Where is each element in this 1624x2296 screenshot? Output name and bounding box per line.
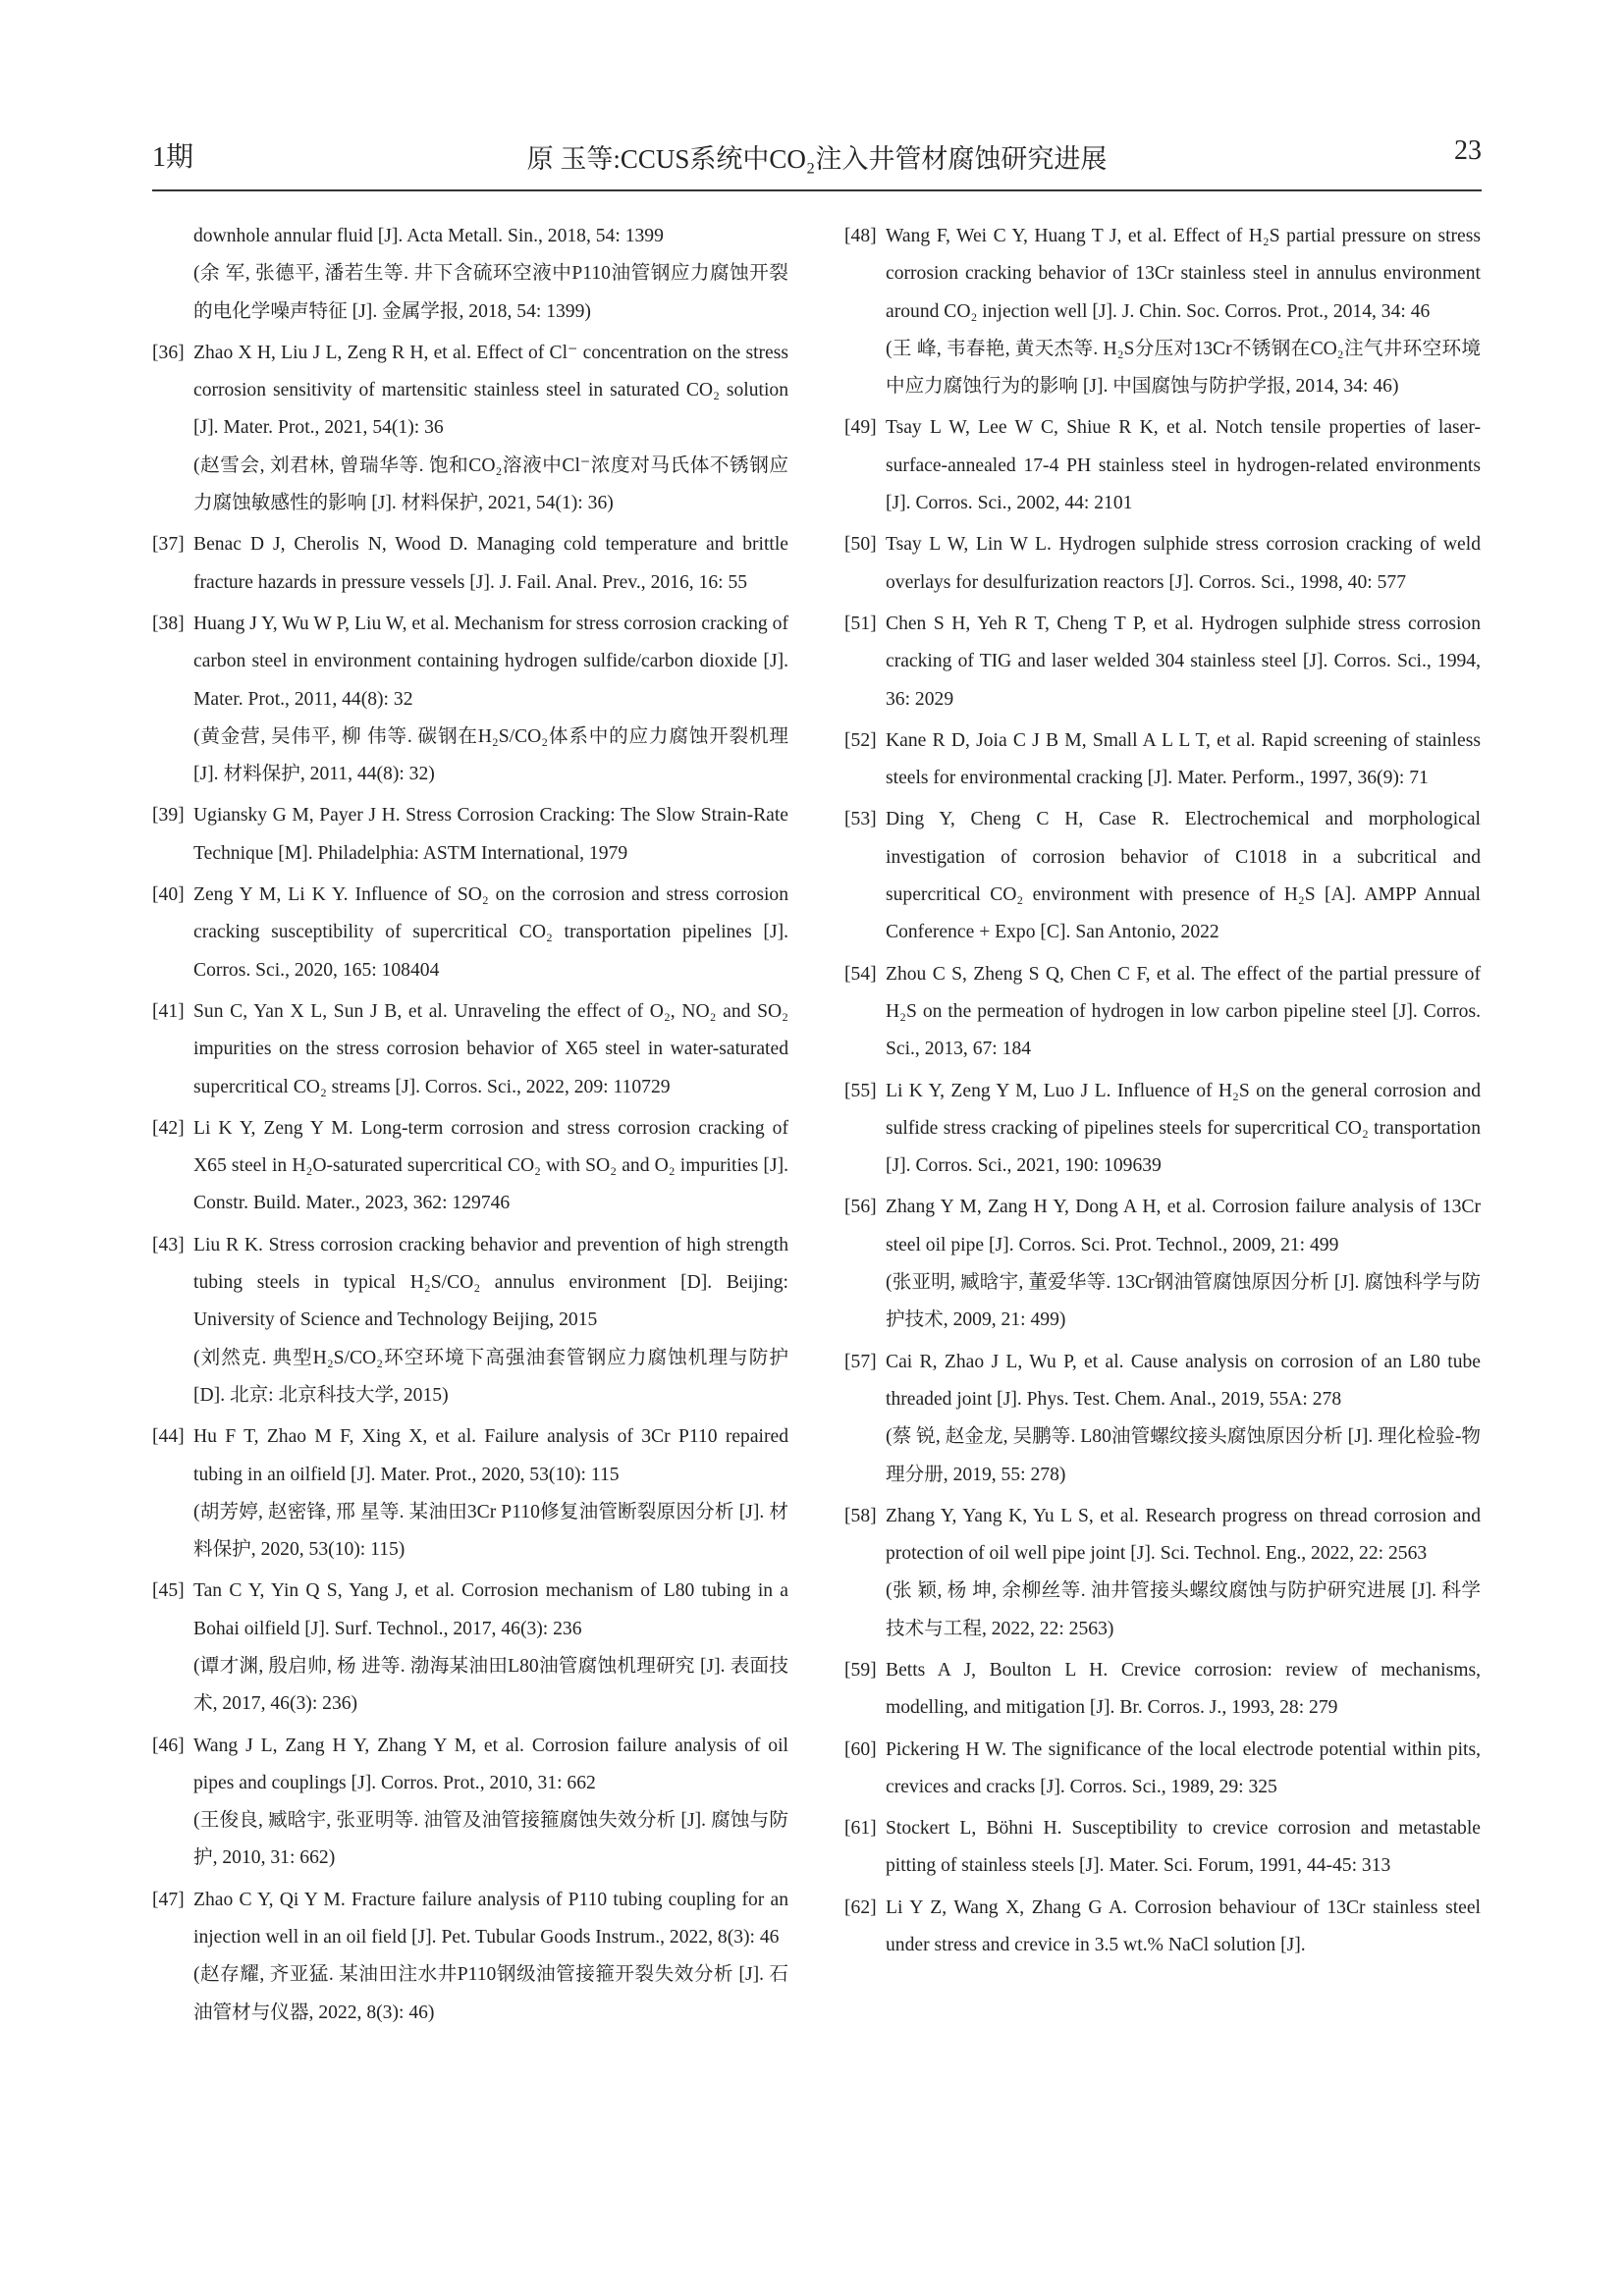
reference-entry [844,1732,1481,1807]
page-number: 23 [1454,135,1482,166]
reference-number: [42] [152,1117,185,1139]
reference-text: Li K Y, Zeng Y M, Luo J L. Influence of H₂S on the general corrosion and sulfide stress cracking of pipelines steels for supercritical CO₂ transportation [J]. Corros. Sci., 2021, 190: 109639 [886,1080,1481,1177]
reference-text: Zhao X H, Liu J L, Zeng R H, et al. Effect of Cl⁻ concentration on the stress corrosion sensitivity of martensitic stainless steel in saturated CO₂ solution [J]. Mater. Prot., 2021, 54(1): 36 [193,342,788,439]
reference-number: [57] [844,1351,877,1372]
reference-number: [58] [844,1505,877,1526]
reference-entry [844,1890,1481,1965]
reference-number: [44] [152,1426,185,1448]
reference-text: Liu R K. Stress corrosion cracking behavior and prevention of high strength tubing steels in typical H₂S/CO₂ annulus environment [D]. Beijing: University of Science and Technology Beijing, 2015 [193,1234,788,1331]
reference-text: Chen S H, Yeh R T, Cheng T P, et al. Hydrogen sulphide stress corrosion cracking of TIG and laser welded 304 stainless steel [J]. Corros. Sci., 1994, 36: 2029 [886,613,1481,710]
reference-text: Ugiansky G M, Payer J H. Stress Corrosion Cracking: The Slow Strain-Rate Technique [M]. Philadelphia: ASTM International, 1979 [193,805,788,864]
reference-entry [844,956,1481,1069]
reference-entry [152,218,788,331]
reference-number: [41] [152,1000,185,1022]
reference-number: [62] [844,1896,877,1918]
reference-number: [53] [844,809,877,830]
reference-text: Zhang Y M, Zang H Y, Dong A H, et al. Corrosion failure analysis of 13Cr steel oil pipe [J]. Corros. Sci. Prot. Technol., 2009, 21: 499 [886,1197,1481,1255]
reference-entry [844,409,1481,522]
reference-chinese-text: (赵存耀, 齐亚猛. 某油田注水井P110钢级油管接箍开裂失效分析 [J]. 石油管材与仪器, 2022, 8(3): 46) [193,1964,788,2023]
reference-text: Zhang Y, Yang K, Yu L S, et al. Research progress on thread corrosion and protection of oil well pipe joint [J]. Sci. Technol. Eng., 2022, 22: 2563 [886,1505,1481,1565]
reference-text: Zhou C S, Zheng S Q, Chen C F, et al. The effect of the partial pressure of H₂S on the permeation of hydrogen in low carbon pipeline steel [J]. Corros. Sci., 2013, 67: 184 [886,963,1481,1060]
reference-number: [45] [152,1580,185,1602]
reference-text: Stockert L, Böhni H. Susceptibility to crevice corrosion and metastable pitting of stainless steels [J]. Mater. Sci. Forum, 1991, 44-45: 313 [886,1818,1481,1877]
reference-number: [55] [844,1080,877,1101]
left-reference-column [152,218,788,2036]
reference-entry [152,993,788,1106]
reference-chinese-text: (黄金营, 吴伟平, 柳 伟等. 碳钢在H₂S/CO₂体系中的应力腐蚀开裂机理 [J]. 材料保护, 2011, 44(8): 32) [193,725,788,785]
reference-chinese-text: (蔡 锐, 赵金龙, 吴鹏等. L80油管螺纹接头腐蚀原因分析 [J]. 理化检验-物理分册, 2019, 55: 278) [886,1426,1481,1485]
reference-entry [844,1498,1481,1648]
reference-entry [152,877,788,989]
reference-entry [844,526,1481,602]
reference-entry [844,1344,1481,1494]
reference-chinese-text: (刘然克. 典型H₂S/CO₂环空环境下高强油套管钢应力腐蚀机理与防护 [D]. 北京: 北京科技大学, 2015) [193,1347,788,1406]
reference-number: [51] [844,613,877,634]
reference-number: [46] [152,1735,185,1756]
reference-number: [37] [152,534,185,556]
reference-text: Benac D J, Cherolis N, Wood D. Managing cold temperature and brittle fracture hazards in pressure vessels [J]. J. Fail. Anal. Prev., 2016, 16: 55 [193,534,788,593]
reference-entry [152,526,788,602]
reference-entry [152,1110,788,1223]
reference-entry [844,1189,1481,1339]
reference-number: [52] [844,729,877,751]
reference-entry [152,1882,788,2032]
reference-text: Cai R, Zhao J L, Wu P, et al. Cause analysis on corrosion of an L80 tube threaded joint [J]. Phys. Test. Chem. Anal., 2019, 55A: 278 [886,1351,1481,1410]
reference-chinese-text: (王 峰, 韦春艳, 黄天杰等. H₂S分压对13Cr不锈钢在CO₂注气井环空环境中应力腐蚀行为的影响 [J]. 中国腐蚀与防护学报, 2014, 34: 46) [886,338,1481,398]
reference-text: Tan C Y, Yin Q S, Yang J, et al. Corrosion mechanism of L80 tubing in a Bohai oilfield [J]. Surf. Technol., 2017, 46(3): 236 [193,1580,788,1639]
reference-text: Li K Y, Zeng Y M. Long-term corrosion and stress corrosion cracking of X65 steel in H₂O-saturated supercritical CO₂ with SO₂ and O₂ impurities [J]. Constr. Build. Mater., 2023, 362: 129746 [193,1117,788,1214]
reference-number: [50] [844,534,877,556]
reference-number: [40] [152,884,185,906]
reference-text: Li Y Z, Wang X, Zhang G A. Corrosion behaviour of 13Cr stainless steel under stress and crevice in 3.5 wt.% NaCl solution [J]. [886,1896,1481,1956]
reference-entry [152,335,788,522]
reference-number: [39] [152,805,185,827]
reference-number: [47] [152,1889,185,1910]
reference-number: [60] [844,1738,877,1760]
reference-entry [152,1418,788,1569]
reference-number: [56] [844,1197,877,1218]
reference-text: Pickering H W. The significance of the local electrode potential within pits, crevices and cracks [J]. Corros. Sci., 1989, 29: 325 [886,1738,1481,1797]
reference-chinese-text: (谭才渊, 殷启帅, 杨 进等. 渤海某油田L80油管腐蚀机理研究 [J]. 表面技术, 2017, 46(3): 236) [193,1655,788,1715]
reference-entry [152,1573,788,1723]
running-header [152,135,1482,185]
reference-number: [49] [844,417,877,439]
reference-chinese-text: (余 军, 张德平, 潘若生等. 井下含硫环空液中P110油管钢应力腐蚀开裂的电化学噪声特征 [J]. 金属学报, 2018, 54: 1399) [193,263,788,322]
reference-entry [844,218,1481,405]
reference-number: [54] [844,963,877,985]
right-reference-column [844,218,1481,1968]
reference-entry [844,801,1481,951]
issue-label: 1期 [152,142,194,173]
running-title: 原 玉等:CCUS系统中CO₂注入井管材腐蚀研究进展 [526,144,1108,174]
reference-text: Tsay L W, Lin W L. Hydrogen sulphide stress corrosion cracking of weld overlays for desulfurization reactors [J]. Corros. Sci., 1998, 40: 577 [886,534,1481,593]
reference-number: [61] [844,1818,877,1840]
reference-entry [152,606,788,793]
reference-entry [844,1652,1481,1728]
reference-text: downhole annular fluid [J]. Acta Metall. Sin., 2018, 54: 1399 [193,226,664,246]
reference-chinese-text: (张 颖, 杨 坤, 余柳丝等. 油井管接头螺纹腐蚀与防护研究进展 [J]. 科学技术与工程, 2022, 22: 2563) [886,1580,1481,1639]
reference-entry [152,1728,788,1878]
reference-entry [844,1073,1481,1186]
reference-text: Zhao C Y, Qi Y M. Fracture failure analysis of P110 tubing coupling for an injection well in an oil field [J]. Pet. Tubular Goods Instrum., 2022, 8(3): 46 [193,1889,788,1949]
reference-chinese-text: (赵雪会, 刘君林, 曾瑞华等. 饱和CO₂溶液中Cl⁻浓度对马氏体不锈钢应力腐蚀敏感性的影响 [J]. 材料保护, 2021, 54(1): 36) [193,454,788,514]
reference-text: Kane R D, Joia C J B M, Small A L L T, et al. Rapid screening of stainless steels for environmental cracking [J]. Mater. Perform., 1997, 36(9): 71 [886,729,1481,789]
reference-chinese-text: (张亚明, 臧晗宇, 董爱华等. 13Cr钢油管腐蚀原因分析 [J]. 腐蚀科学与防护技术, 2009, 21: 499) [886,1272,1481,1331]
reference-entry [152,797,788,873]
reference-entry [844,1810,1481,1886]
reference-entry [844,722,1481,798]
reference-number: [59] [844,1659,877,1681]
reference-text: Ding Y, Cheng C H, Case R. Electrochemical and morphological investigation of corrosion behavior of C1018 in a subcritical and supercritical CO₂ environment with presence of H₂S [A]. AMPP Annual Conference + Expo [C]. San Antonio, 2022 [886,809,1481,943]
reference-text: Huang J Y, Wu W P, Liu W, et al. Mechanism for stress corrosion cracking of carbon steel in environment containing hydrogen sulfide/carbon dioxide [J]. Mater. Prot., 2011, 44(8): 32 [193,613,788,710]
reference-text: Wang J L, Zang H Y, Zhang Y M, et al. Corrosion failure analysis of oil pipes and couplings [J]. Corros. Prot., 2010, 31: 662 [193,1735,788,1793]
header-rule [152,189,1482,191]
reference-text: Tsay L W, Lee W C, Shiue R K, et al. Notch tensile properties of laser-surface-annealed 17-4 PH stainless steel in hydrogen-related environments [J]. Corros. Sci., 2002, 44: 2101 [886,417,1481,514]
reference-text: Zeng Y M, Li K Y. Influence of SO₂ on the corrosion and stress corrosion cracking susceptibility of supercritical CO₂ transportation pipelines [J]. Corros. Sci., 2020, 165: 108404 [193,884,788,981]
reference-chinese-text: (王俊良, 臧晗宇, 张亚明等. 油管及油管接箍腐蚀失效分析 [J]. 腐蚀与防护, 2010, 31: 662) [193,1810,788,1869]
reference-text: Betts A J, Boulton L H. Crevice corrosion: review of mechanisms, modelling, and mitigation [J]. Br. Corros. J., 1993, 28: 279 [886,1659,1481,1719]
reference-number: [48] [844,226,877,246]
reference-chinese-text: (胡芳婷, 赵密锋, 邢 星等. 某油田3Cr P110修复油管断裂原因分析 [J]. 材料保护, 2020, 53(10): 115) [193,1501,788,1561]
reference-number: [43] [152,1234,185,1255]
reference-number: [36] [152,342,185,363]
reference-entry [844,606,1481,719]
reference-text: Wang F, Wei C Y, Huang T J, et al. Effect of H₂S partial pressure on stress corrosion cracking behavior of 13Cr stainless steel in annulus environment around CO₂ injection well [J]. J. Chin. Soc. Corros. Prot., 2014, 34: 46 [886,226,1481,322]
reference-text: Hu F T, Zhao M F, Xing X, et al. Failure analysis of 3Cr P110 repaired tubing in an oilfield [J]. Mater. Prot., 2020, 53(10): 115 [193,1426,788,1485]
reference-text: Sun C, Yan X L, Sun J B, et al. Unraveling the effect of O₂, NO₂ and SO₂ impurities on the stress corrosion behavior of X65 steel in water-saturated supercritical CO₂ streams [J]. Corros. Sci., 2022, 209: 110729 [193,1000,788,1097]
reference-number: [38] [152,613,185,634]
reference-entry [152,1227,788,1415]
